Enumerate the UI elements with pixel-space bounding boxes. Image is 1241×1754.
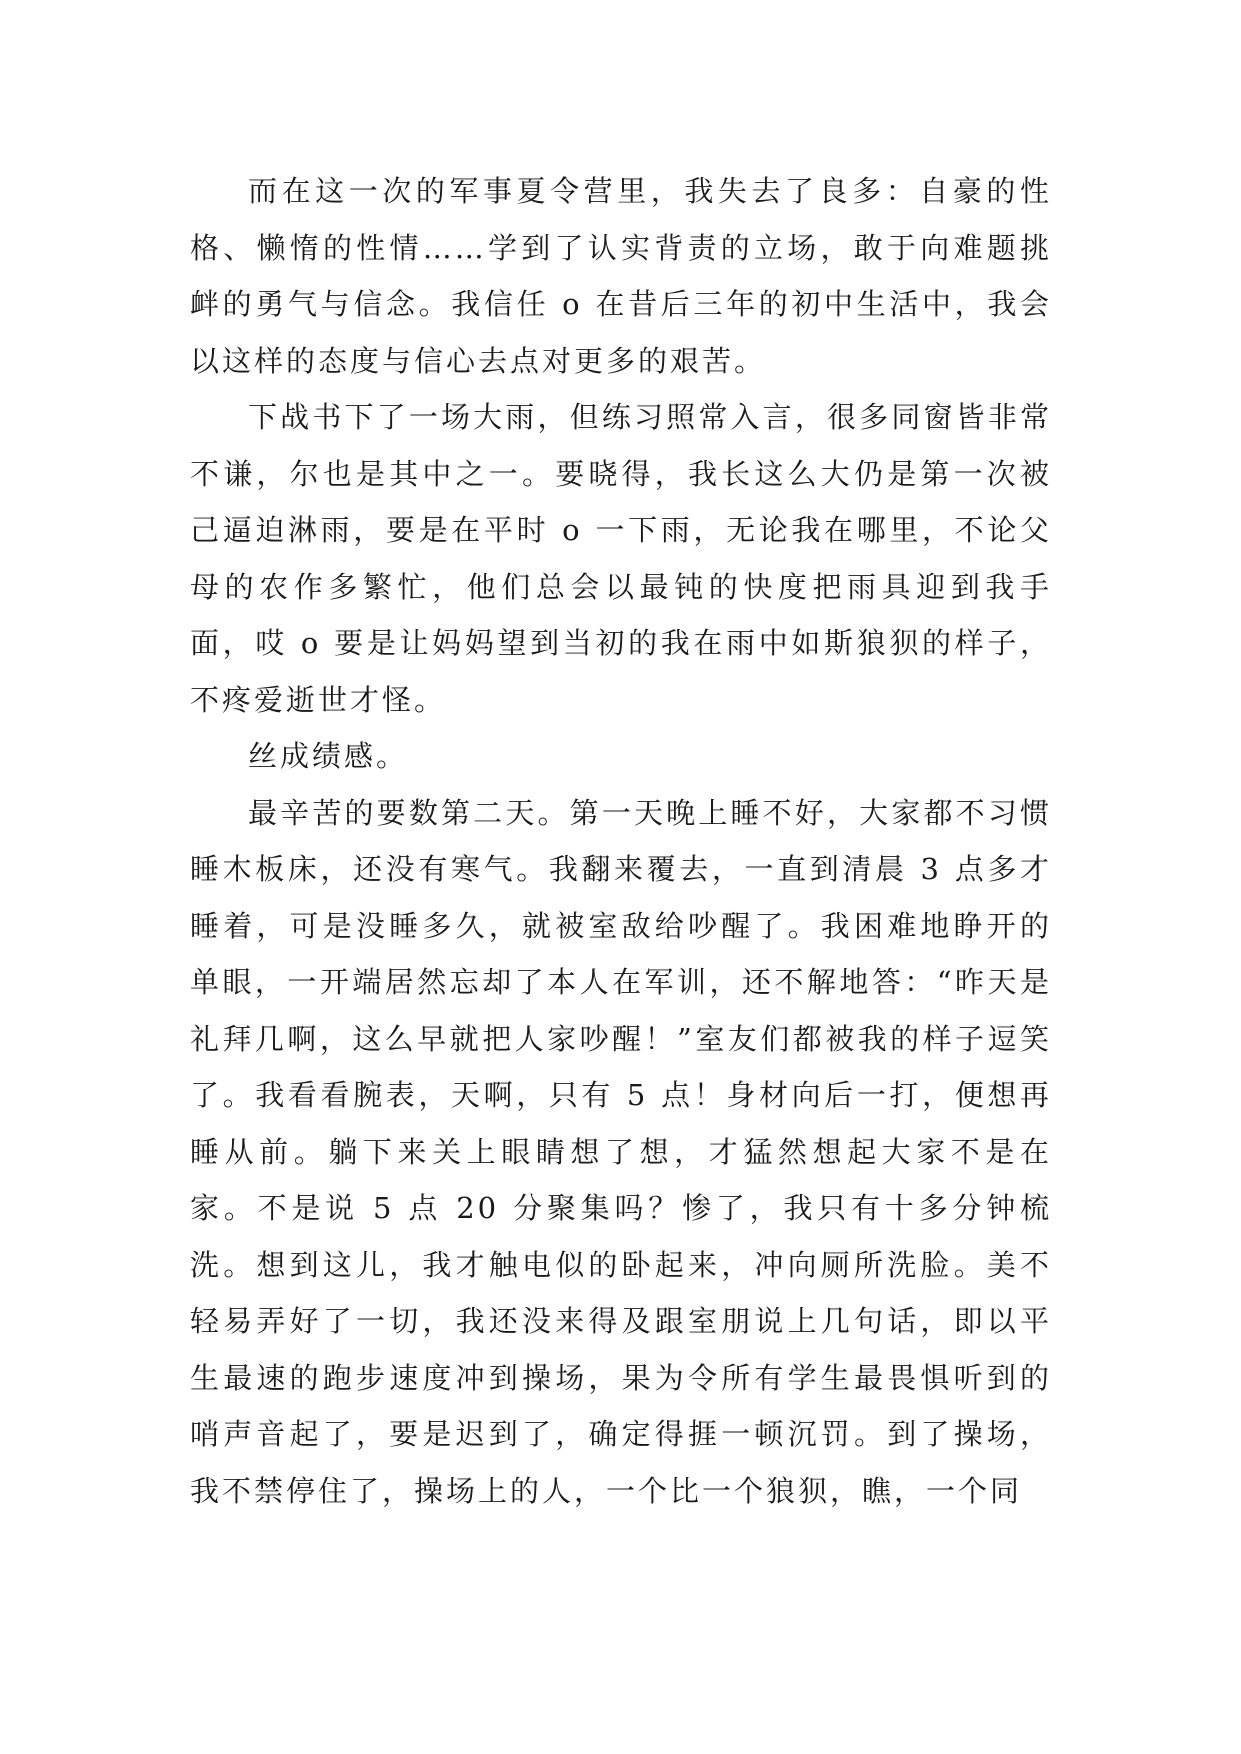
paragraph-reflection: 而在这一次的军事夏令营里，我失去了良多：自豪的性格、懒惰的性情……学到了认实背责的立场，敢于向难题挑衅的勇气与信念。我信任 o 在昔后三年的初中生活中，我会以这样的态度与信心去点对更多的艰苦。 [190,174,1052,378]
paragraph-achievement: 丝成绩感。 [248,739,409,773]
document-body [190,163,1052,1519]
paragraph-rain-training: 下战书下了一场大雨，但练习照常入言，很多同窗皆非常不谦，尔也是其中之一。要晓得，我长这么大仍是第一次被己逼迫淋雨，要是在平时 o 一下雨，无论我在哪里，不论父母的农作多繁忙，他们总会以最钝的快度把雨具迎到我手面，哎 o 要是让妈妈望到当初的我在雨中如斯狼狈的样子，不疼爱逝世才怪。 [190,400,1052,717]
paragraph-second-day: 最辛苦的要数第二天。第一天晚上睡不好，大家都不习惯睡木板床，还没有寒气。我翻来覆去，一直到清晨 3 点多才睡着，可是没睡多久，就被室敌给吵醒了。我困难地睁开的单眼，一开端居然忘却了本人在军训，还不解地答：“昨天是礼拜几啊，这么早就把人家吵醒！”室友们都被我的样子逗笑了。我看看腕表，天啊，只有 5 点！身材向后一打，便想再睡从前。躺下来关上眼睛想了想，才猛然想起大家不是在家。不是说 5 点 20 分聚集吗？惨了，我只有十多分钟梳洗。想到这儿，我才触电似的卧起来，冲向厕所洗脸。美不轻易弄好了一切，我还没来得及跟室朋说上几句话，即以平生最速的跑步速度冲到操场，果为令所有学生最畏惧听到的哨声音起了，要是迟到了，确定得捱一顿沉罚。到了操场，我不禁停住了，操场上的人，一个比一个狼狈，瞧，一个同 [190,795,1052,1508]
